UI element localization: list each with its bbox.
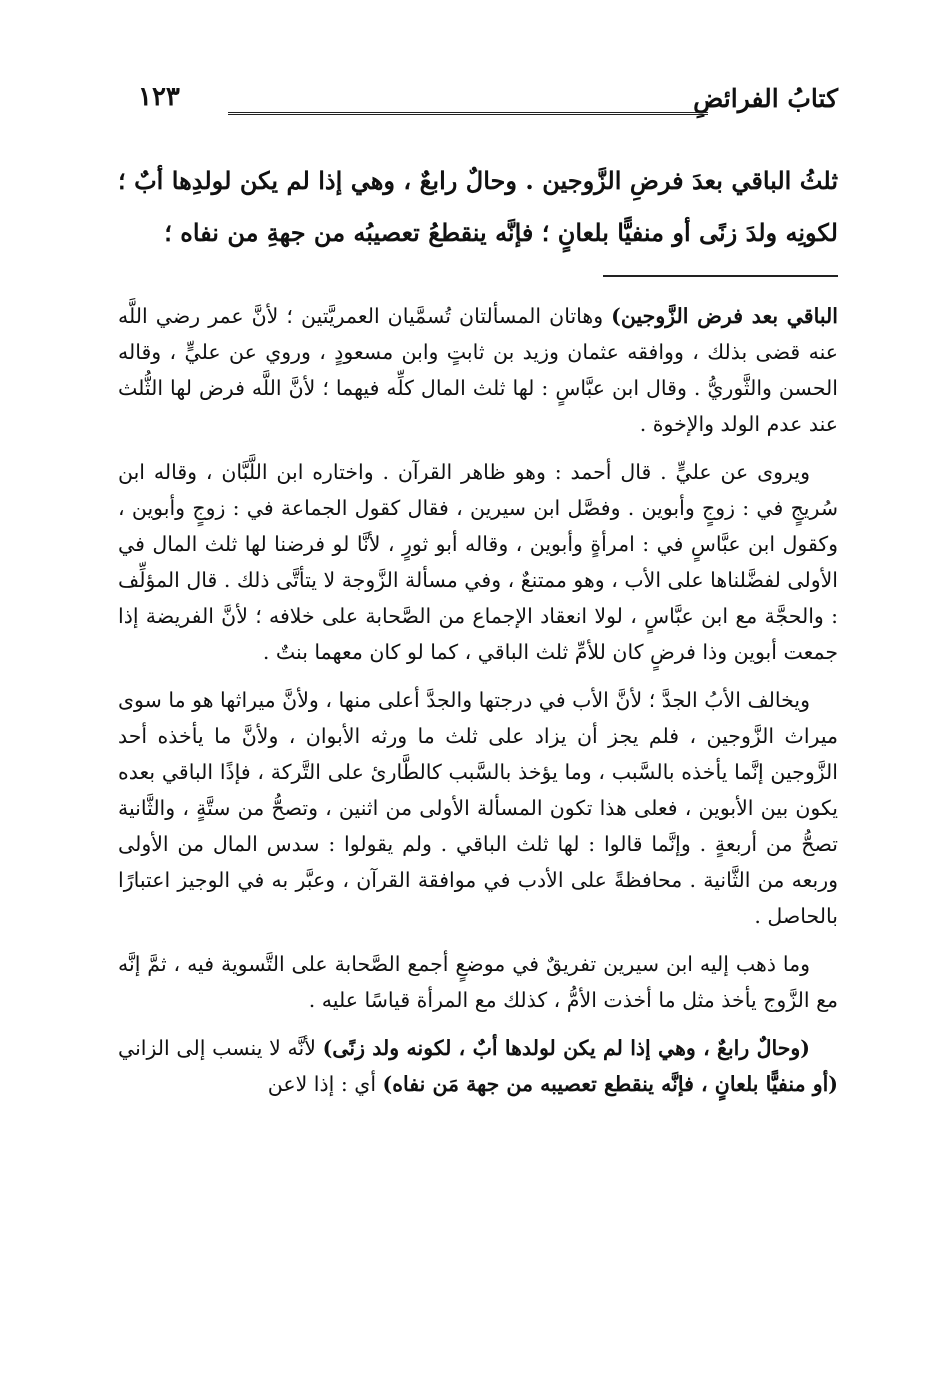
- main-text: [118, 155, 838, 259]
- quoted-main-text: (وحالٌ رابعٌ ، وهي إذا لم يكن لولدها أبٌ ، لكونه ولد زنًى): [322, 1036, 810, 1060]
- commentary-paragraph-1: [118, 298, 838, 442]
- commentary-separator: [603, 275, 838, 277]
- commentary-text: وهاتان المسألتان تُسمَّيان العمريَّتين ؛ لأنَّ عمر رضي اللَّه عنه قضى بذلك ، ووافقه عثمان وزيد بن ثابتٍ وابن مسعودٍ ، وروي عن عليٍّ ، وقاله الحسن والثَّوريُّ . وقال ابن عبَّاسٍ : لها ثلث المال كلِّه فيهما ؛ لأنَّ اللَّه فرض لها الثُّلث عند عدم الولد والإخوة .: [118, 304, 838, 436]
- document-page: [118, 70, 838, 1320]
- commentary-paragraph-2: ويروى عن عليٍّ . قال أحمد : وهو ظاهر القرآن . واختاره ابن اللَّبَّان ، وقاله ابن سُريجٍ في : زوجٍ وأبوين . وفصَّل ابن سيرين ، فقال كقول الجماعة في : زوجٍ وأبوين ، وكقول ابن عبَّاسٍ في : امرأةٍ وأبوين ، وقاله أبو ثورٍ ، لأنَّا لو فرضنا لها ثلث المال في الأولى لفضَّلناها على الأب ، وهو ممتنعٌ ، وفي مسألة الزَّوجة لا يتأتَّى ذلك . قال المؤلِّف : والحجَّة مع ابن عبَّاسٍ ، لولا انعقاد الإجماع من الصَّحابة على خلافه ؛ لأنَّ الفريضة إذا جمعت أبوين وذا فرضٍ كان للأمِّ ثلث الباقي ، كما لو كان معهما بنتٌ .: [118, 460, 838, 664]
- quoted-main-text: الباقي بعد فرض الزَّوجين): [611, 304, 838, 328]
- commentary-text: أي : إذا لاعن: [267, 1072, 377, 1096]
- commentary-paragraph-3: ويخالف الأبُ الجدَّ ؛ لأنَّ الأب في درجتها والجدَّ أعلى منها ، ولأنَّ ميراثها هو ما سوى ميراث الزَّوجين ، فلم يجز أن يزاد على ثلث ما ورثه الأبوان ، ولأنَّ ما يأخذه أحد الزَّوجين إنَّما يأخذه بالسَّبب ، وما يؤخذ بالسَّبب كالطَّارئ على التَّركة ، فإذًا الباقي بعده يكون بين الأبوين ، فعلى هذا تكون المسألة الأولى من اثنين ، وتصحُّ من ستَّةٍ ، والثَّانية تصحُّ من أربعةٍ . وإنَّما قالوا : لها ثلث الباقي . ولم يقولوا : سدس المال من الأولى وربعه من الثَّانية . محافظةً على الأدب في موافقة القرآن ، وعبَّر به في الوجيز اعتبارًا بالحاصل .: [118, 688, 838, 928]
- running-header: [118, 80, 838, 120]
- commentary-text: لأنَّه لا ينسب إلى الزاني: [118, 1036, 316, 1060]
- quoted-main-text: (أو منفيًّا بلعانٍ ، فإنَّه ينقطع تعصيبه من جهة مَن نفاه): [382, 1072, 838, 1096]
- header-rule: [228, 112, 708, 115]
- commentary-paragraph-4: وما ذهب إليه ابن سيرين تفريقٌ في موضعٍ أجمع الصَّحابة على التَّسوية فيه ، ثمَّ إنَّه مع الزَّوج يأخذ مثل ما أخذت الأمُّ ، كذلك مع المرأة قياسًا عليه .: [118, 952, 838, 1012]
- page-number: ١٢٣: [138, 82, 180, 112]
- main-text-paragraph: ثلثُ الباقي بعدَ فرضِ الزَّوجين . وحالٌ رابعٌ ، وهي إذا لم يكن لولدِها أبٌ ؛ لكونِه ولدَ زنًى أو منفيًّا بلعانٍ ؛ فإنَّه ينقطعُ تعصيبُه من جهةِ من نفاه ؛: [118, 166, 838, 247]
- book-title: كتابُ الفرائضِ: [693, 84, 838, 113]
- commentary: [118, 298, 838, 1114]
- commentary-paragraph-5: [118, 1030, 838, 1102]
